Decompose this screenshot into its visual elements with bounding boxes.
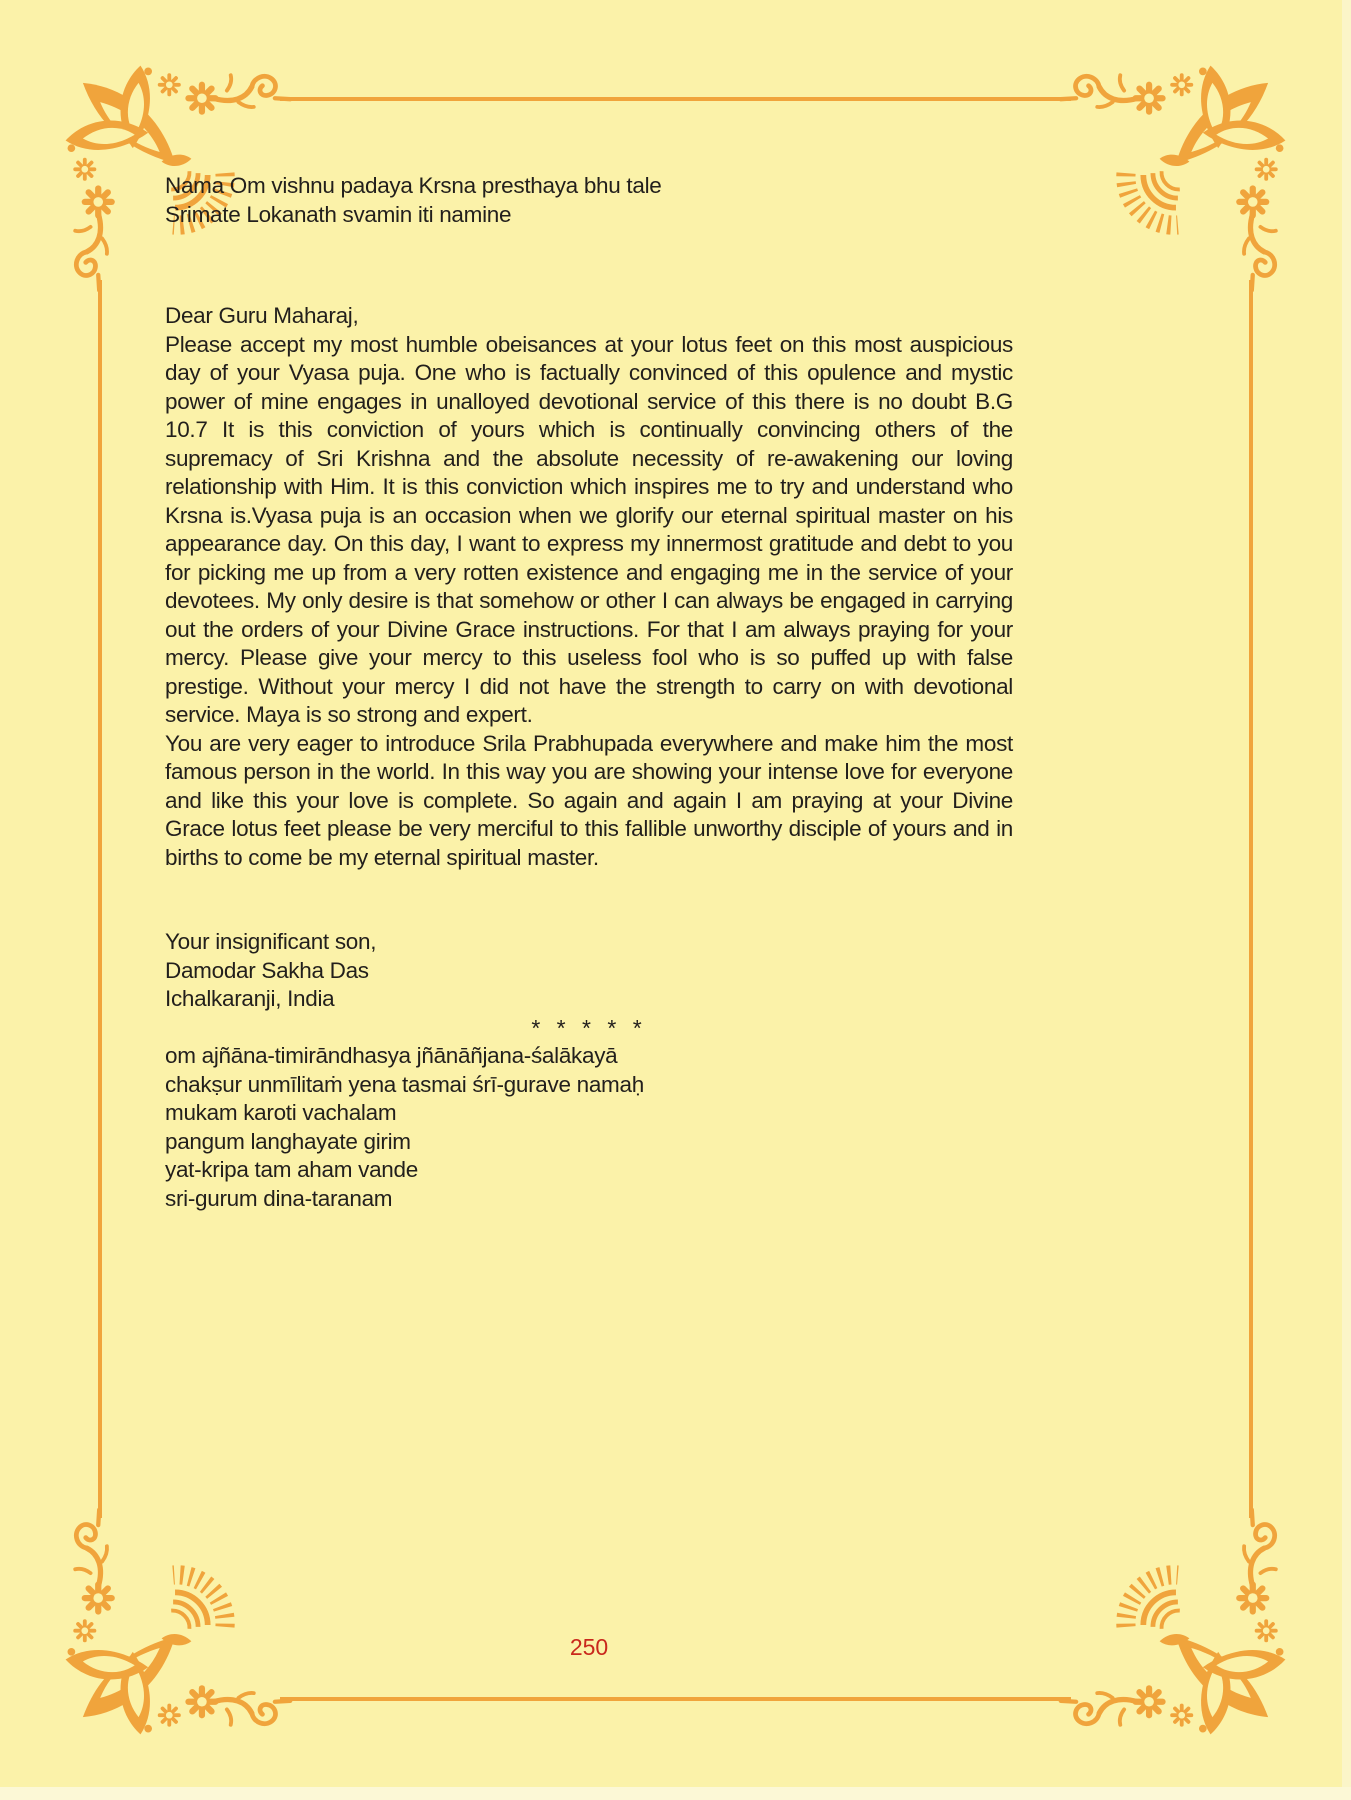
paragraph-2: You are very eager to introduce Srila Prabhupada everywhere and make him the most famous person in the world. In this way you are showing your intense love for everyone and like this your love is complete. So again and again I am praying at your Divine Grace lotus feet please be very merciful to this fallible unworthy disciple of yours and in births to come be my eternal spiritual master. — [165, 730, 1013, 870]
verse2-line-2: pangum langhayate girim — [165, 1128, 411, 1154]
corner-flourish-icon — [1055, 56, 1295, 296]
corner-flourish-icon — [56, 1504, 296, 1744]
invocation-line-2: Srimate Lokanath svamin iti namine — [165, 201, 512, 227]
asterisk-separator: * * * * * — [531, 1014, 647, 1041]
page-edge-right — [1342, 0, 1351, 1800]
verse2-line-4: sri-gurum dina-taranam — [165, 1185, 393, 1211]
verse2-line-1: mukam karoti vachalam — [165, 1100, 397, 1125]
signature-line-3: Ichalkaranji, India — [165, 986, 335, 1011]
page-edge-bottom — [0, 1787, 1351, 1800]
salutation: Dear Guru Maharaj, — [165, 303, 359, 328]
border-line-right — [1249, 280, 1253, 1518]
invocation-line-1: Nama Om vishnu padaya Krsna presthaya bhu tale — [165, 173, 662, 198]
verse2-line-3: yat-kripa tam aham vande — [165, 1157, 418, 1182]
letter-body — [165, 302, 1013, 872]
verse1-line-1: om ajñāna-timirāndhasya jñānāñjana-śalākayā — [165, 1043, 618, 1068]
border-line-left — [98, 280, 102, 1518]
signature-line-1: Your insignificant son, — [165, 929, 377, 954]
paragraph-1: Please accept my most humble obeisances at your lotus feet on this most auspicious day of your Vyasa puja. One who is factually convinced of this opulence and mystic power of mine engages in unalloyed devotional service of this there is no doubt B.G 10.7 It is this conviction of yours which is continually convincing others of the supremacy of Sri Krishna and the absolute necessity of re-awakening our loving relationship with Him. It is this conviction which inspires me to try and understand who Krsna is.Vyasa puja is an occasion when we glorify our eternal spiritual master on his appearance day. On this day, I want to express my innermost gratitude and debt to you for picking me up from a very rotten existence and engaging me in the service of your devotees. My only desire is that somehow or other I can always be engaged in carrying out the orders of your Divine Grace instructions. For that I am always praying for your mercy. Please give your mercy to this useless fool who is so puffed up with false prestige. Without your mercy I did not have the strength to carry on with devotional service. Maya is so strong and expert. — [165, 331, 1013, 727]
page-number: 250 — [569, 1634, 609, 1660]
border-line-top — [280, 97, 1071, 101]
invocation-block — [165, 172, 1013, 229]
letter-closing — [165, 928, 1013, 1213]
border-line-bottom — [280, 1697, 1071, 1701]
verse1-line-2: chakṣur unmīlitaṁ yena tasmai śrī-gurave namaḥ — [165, 1071, 644, 1097]
signature-line-2: Damodar Sakha Das — [165, 957, 369, 983]
corner-flourish-icon — [1055, 1504, 1295, 1744]
